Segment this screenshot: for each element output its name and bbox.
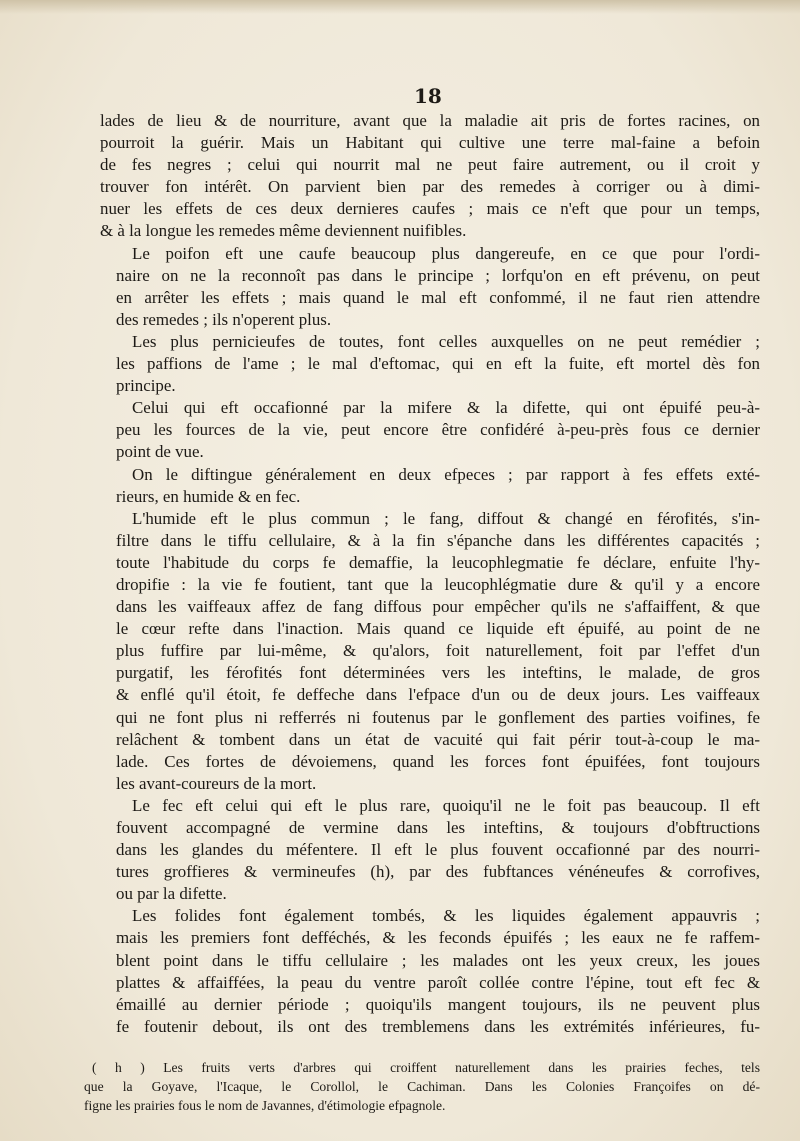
paragraph: [100, 110, 760, 243]
text-line: plattes & affaiffées, la peau du ventre paroît collée contre l'épine, tout eft fec &: [116, 972, 760, 992]
text-line: plus fuffire par lui-même, & qu'alors, foit naturellement, foit par l'effet d'un: [116, 641, 760, 661]
text-line: peu les fources de la vie, peut encore être confidéré à-peu-près fous ce dernier: [116, 420, 760, 440]
text-line: mais les premiers font defféchés, & les feconds épuifés ; les eaux ne fe raffem-: [116, 928, 760, 948]
page-number: 18: [414, 84, 442, 108]
body-text: [100, 110, 760, 1038]
text-line: On le diftingue généralement en deux efpeces ; par rapport à fes effets exté-: [132, 464, 760, 484]
text-line: lade. Ces fortes de dévoiemens, quand les forces font épuifées, font toujours: [116, 751, 760, 771]
paragraph: [100, 243, 760, 331]
footnote-line: ( h ) Les fruits verts d'arbres qui croiffent naturellement dans les prairies feches, tels: [92, 1060, 760, 1075]
text-line: relâchent & tombent dans un état de vacuité qui fait périr tout-à-coup le ma-: [116, 729, 760, 749]
text-line: Les plus pernicieufes de toutes, font celles auxquelles on ne peut remédier ;: [132, 331, 760, 351]
text-line: naire on ne la reconnoît pas dans le principe ; lorfqu'on en eft prévenu, on peut: [116, 265, 760, 285]
paragraph: [100, 795, 760, 905]
paragraph: [100, 508, 760, 795]
text-line: de fes negres ; celui qui nourrit mal ne peut faire autrement, ou il croit y: [100, 155, 760, 175]
text-line: Celui qui eft occafionné par la mifere & la difette, qui ont épuifé peu-à-: [132, 398, 760, 418]
text-line: tures groffieres & vermineufes (h), par des fubftances vénéneufes & corrofives,: [116, 862, 760, 882]
text-line: dropifie : la vie fe foutient, tant que la leucophlégmatie dure & qu'il y a encore: [116, 574, 760, 594]
text-line: nuer les effets de ces deux dernieres caufes ; mais ce n'eft que pour un temps,: [100, 199, 760, 219]
text-line: le cœur refte dans l'inaction. Mais quand ce liquide eft épuifé, au point de ne: [116, 619, 760, 639]
text-line: fe foutenir debout, ils ont des tremblemens dans les extrémités inférieures, fu-: [116, 1016, 760, 1036]
footnote-line: figne les prairies fous le nom de Javannes, d'étimologie efpagnole.: [84, 1098, 446, 1113]
text-line: Le fec eft celui qui eft le plus rare, quoiqu'il ne le foit pas beaucoup. Il eft: [132, 795, 760, 815]
footnote-line: que la Goyave, l'Icaque, le Corollol, le Cachiman. Dans les Colonies Françoifes on dé-: [84, 1079, 760, 1094]
text-line: toute l'habitude du corps fe demaffie, la leucophlegmatie fe déclare, enfuite l'hy-: [116, 552, 760, 572]
text-line: filtre dans le tiffu cellulaire, & à la fin s'épanche dans les différentes capacités ;: [116, 530, 760, 550]
text-line: lades de lieu & de nourriture, avant que la maladie ait pris de fortes racines, on: [100, 111, 760, 130]
text-line: rieurs, en humide & en fec.: [116, 486, 301, 506]
text-line: principe.: [116, 376, 176, 396]
text-line: purgatif, les férofités font déterminées vers les inteftins, le malade, de gros: [116, 663, 760, 683]
text-line: & à la longue les remedes même deviennent nuifibles.: [100, 221, 467, 241]
text-line: Le poifon eft une caufe beaucoup plus dangereufe, en ce que pour l'ordi-: [132, 243, 760, 263]
paragraph: [100, 331, 760, 397]
paragraph: [100, 464, 760, 508]
text-line: fouvent accompagné de vermine dans les inteftins, & toujours d'obftructions: [116, 818, 760, 837]
page-edge-stain: [0, 0, 800, 14]
footnote: [84, 1058, 760, 1115]
paragraph: [100, 397, 760, 463]
text-line: Les folides font également tombés, & les liquides également appauvris ;: [132, 906, 760, 926]
text-line: blent point dans le tiffu cellulaire ; les malades ont les yeux creux, les joues: [116, 950, 760, 970]
text-line: trouver fon intérêt. On parvient bien par des remedes à corriger ou à dimi-: [100, 177, 760, 197]
paragraph: [100, 905, 760, 1038]
text-line: les avant-coureurs de la mort.: [116, 773, 317, 793]
text-line: L'humide eft le plus commun ; le fang, diffout & changé en férofités, s'in-: [132, 508, 760, 528]
text-line: ou par la difette.: [116, 884, 227, 904]
text-line: en arrêter les effets ; mais quand le mal eft confommé, il ne faut rien attendre: [116, 287, 760, 307]
text-line: point de vue.: [116, 442, 204, 462]
text-line: des remedes ; ils n'operent plus.: [116, 309, 332, 329]
text-line: qui ne font plus ni refferrés ni foutenus par le gonflement des parties voifines, fe: [116, 707, 760, 727]
text-line: les paffions de l'ame ; le mal d'eftomac, qui en eft la fuite, eft mortel dès fon: [116, 354, 760, 374]
text-line: & enflé qu'il étoit, fe deffeche dans l'efpace d'un ou de deux jours. Les vaiffeaux: [116, 685, 760, 705]
text-line: dans les vaiffeaux affez de fang diffous pour empêcher qu'ils ne s'affaiffent, & que: [116, 597, 760, 617]
text-line: dans les glandes du méfentere. Il eft le plus fouvent occafionné par des nourri-: [116, 840, 760, 860]
text-line: émaillé au dernier période ; quoiqu'ils mangent toujours, ils ne peuvent plus: [116, 994, 760, 1014]
text-line: pourroit la guérir. Mais un Habitant qui cultive une terre mal-faine a befoin: [100, 133, 760, 153]
